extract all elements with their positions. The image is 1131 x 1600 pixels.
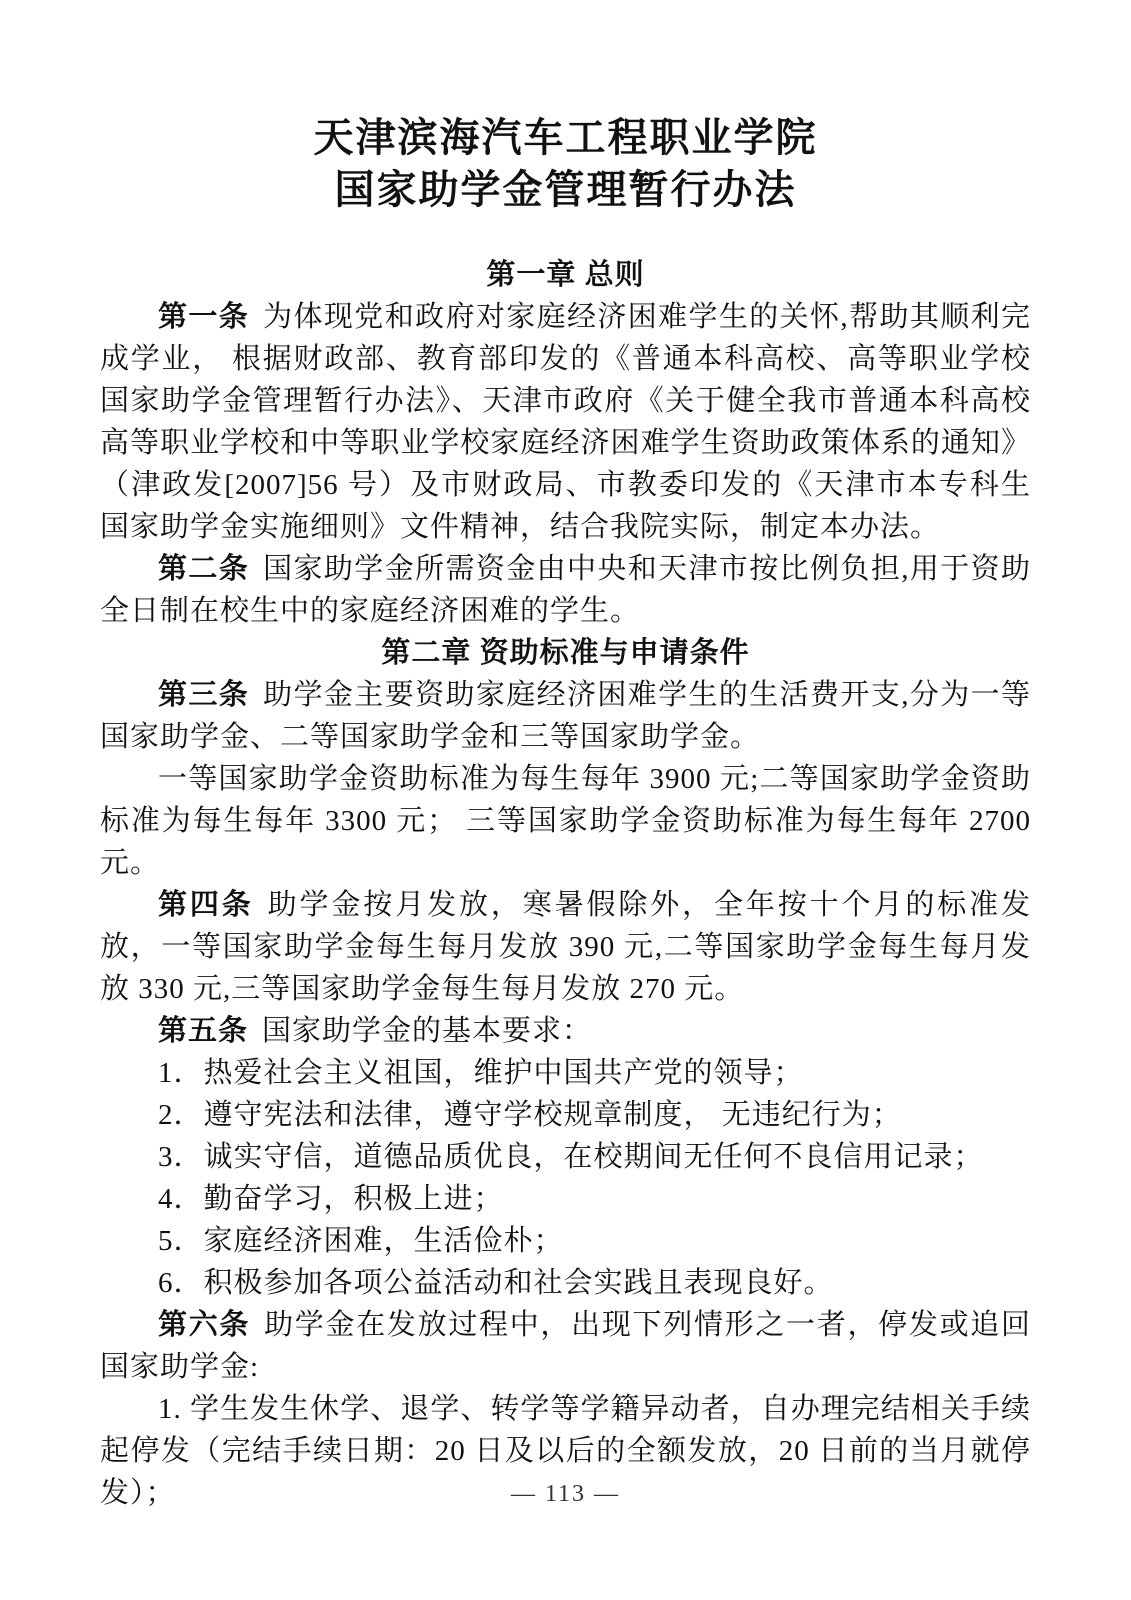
document-title: [100, 112, 1031, 216]
article-1-text: 为体现党和政府对家庭经济困难学生的关怀,帮助其顺利完成学业， 根据财政部、教育部印发的《普通本科高校、高等职业学校国家助学金管理暂行办法》、天津市政府《关于健全我市普通本科高校高等职业学校和中等职业学校家庭经济困难学生资助政策体系的通知》（津政发[2007]56 号）及市财政局、市教委印发的《天津市本专科生国家助学金实施细则》文件精神，结合我院实际，制定本办法。: [100, 301, 1031, 543]
article-6-paragraph: [100, 1304, 1031, 1388]
article-5-text: 国家助学金的基本要求：: [262, 1015, 593, 1047]
document-title-line2: 国家助学金管理暂行办法: [334, 167, 797, 212]
article-5-item-6: 6．积极参加各项公益活动和社会实践且表现良好。: [158, 1267, 834, 1299]
page-number: — 113 —: [510, 1481, 621, 1507]
article-6-label: 第六条: [158, 1309, 251, 1341]
article-5-item-5: 5．家庭经济困难，生活俭朴；: [158, 1225, 564, 1257]
document-body: [100, 254, 1031, 1514]
article-3-paragraph: [100, 674, 1031, 758]
article-3-label: 第三条: [158, 679, 250, 711]
article-5-label: 第五条: [158, 1015, 249, 1047]
article-2-paragraph: [100, 548, 1031, 632]
article-4-text: 助学金按月发放，寒暑假除外，全年按十个月的标准发放，一等国家助学金每生每月发放 390 元,二等国家助学金每生每月发放 330 元,三等国家助学金每生每月发放 270 元。: [100, 889, 1031, 1005]
article-5-item-2: 2．遵守宪法和法律，遵守学校规章制度， 无违纪行为；: [158, 1099, 902, 1131]
chapter-1-heading: 第一章 总则: [486, 259, 645, 291]
document-title-line1: 天津滨海汽车工程职业学院: [313, 115, 818, 160]
article-5-paragraph: [100, 1010, 1031, 1052]
article-2-text: 国家助学金所需资金由中央和天津市按比例负担,用于资助全日制在校生中的家庭经济困难的学生。: [100, 553, 1031, 627]
standards-paragraph: 一等国家助学金资助标准为每生每年 3900 元;二等国家助学金资助标准为每生每年 3300 元； 三等国家助学金资助标准为每生每年 2700 元。: [100, 763, 1031, 879]
article-6-item-1: 1. 学生发生休学、退学、转学等学籍异动者，自办理完结相关手续起停发（完结手续日期：20 日及以后的全额发放，20 日前的当月就停发）；: [100, 1393, 1031, 1509]
article-5-item-4: 4．勤奋学习，积极上进；: [158, 1183, 504, 1215]
article-5-item-1: 1．热爱社会主义祖国，维护中国共产党的领导；: [158, 1057, 804, 1089]
article-4-paragraph: [100, 884, 1031, 1010]
chapter-2-heading: 第二章 资助标准与申请条件: [381, 637, 750, 669]
article-5-item-3: 3．诚实守信，道德品质优良，在校期间无任何不良信用记录；: [158, 1141, 984, 1173]
article-1-paragraph: [100, 296, 1031, 548]
article-6-text: 助学金在发放过程中，出现下列情形之一者，停发或追回国家助学金:: [100, 1309, 1031, 1383]
article-2-label: 第二条: [158, 553, 250, 585]
article-3-text: 助学金主要资助家庭经济困难学生的生活费开支,分为一等国家助学金、二等国家助学金和三等国家助学金。: [100, 679, 1031, 753]
article-4-label: 第四条: [158, 889, 254, 921]
article-1-label: 第一条: [158, 301, 250, 333]
